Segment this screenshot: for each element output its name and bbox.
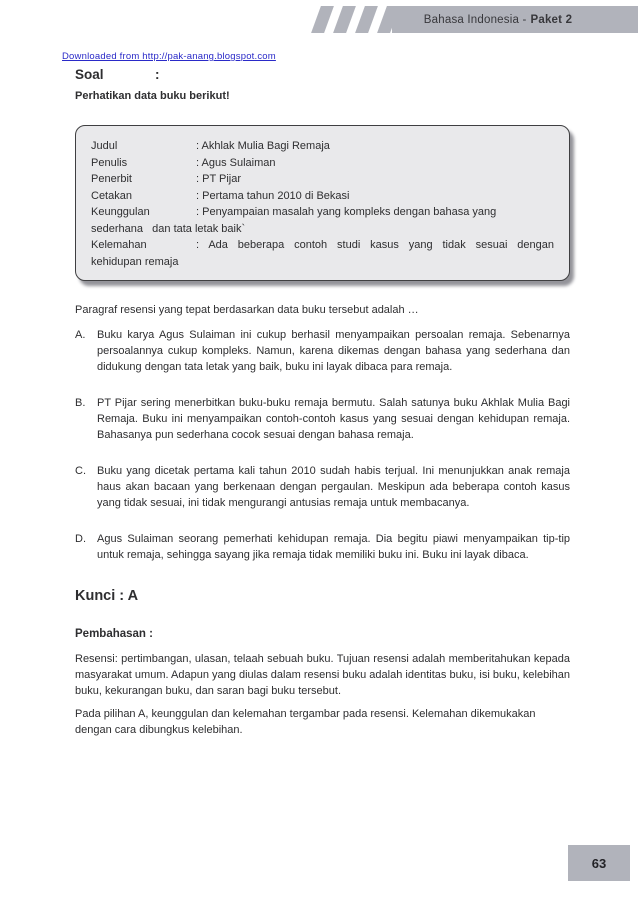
header-stripes-icon bbox=[316, 6, 395, 33]
stripe-icon bbox=[311, 6, 334, 33]
download-source-link[interactable]: Downloaded from http://pak-anang.blogspot.com bbox=[62, 51, 276, 62]
header-title-bar bbox=[392, 6, 638, 33]
header-title-paket: Paket 2 bbox=[530, 13, 573, 26]
option-text: Buku karya Agus Sulaiman ini cukup berhasil menyampaikan persoalan remaja. Sebenarnya persoalannya cukup kompleks. Namun, karena dikemas dengan bahasa yang sederhana dan didukung dengan tata letak yang baik, buku ini layak dibaca para remaja. bbox=[97, 329, 570, 373]
book-row-value: : Pertama tahun 2010 di Bekasi bbox=[196, 189, 350, 202]
discussion-heading: Pembahasan : bbox=[75, 628, 153, 640]
discussion-paragraph: Resensi: pertimbangan, ulasan, telaah sebuah buku. Tujuan resensi adalah memberitahukan kepada masyarakat umum. Adapun yang diulas dalam resensi buku adalah identitas buku, isi buku, kelebihan buku, kekurangan buku, dan saran bagi buku tersebut. bbox=[75, 653, 570, 697]
book-row-value: : Akhlak Mulia Bagi Remaja bbox=[196, 140, 330, 152]
question-text: Paragraf resensi yang tepat berdasarkan data buku tersebut adalah … bbox=[75, 304, 419, 316]
book-row-label: Cetakan bbox=[91, 189, 132, 202]
option-text: Agus Sulaiman seorang pemerhati kehidupan remaja. Dia begitu piawi menyampaikan tip-tip untuk remaja, sehingga sayang jika remaja tidak memiliki buku ini. Buku ini layak dibaca. bbox=[97, 533, 570, 561]
book-row-kelemahan bbox=[91, 237, 554, 254]
option-c bbox=[75, 463, 570, 511]
book-row-keunggulan bbox=[91, 204, 554, 221]
instruction-text: Perhatikan data buku berikut! bbox=[75, 90, 230, 102]
book-data-box bbox=[75, 125, 570, 281]
book-row-kelemahan-continued: kehidupan remaja bbox=[91, 255, 179, 268]
book-row-value: : Penyampaian masalah yang kompleks dengan bahasa yang bbox=[196, 206, 497, 218]
option-d bbox=[75, 531, 570, 563]
book-row-label: Penulis bbox=[91, 156, 128, 169]
main-content bbox=[75, 66, 570, 738]
page-number: 63 bbox=[591, 855, 607, 871]
page-header bbox=[0, 6, 638, 33]
stripe-icon bbox=[355, 6, 378, 33]
soal-heading-colon: : bbox=[155, 67, 160, 82]
book-row-value: : PT Pijar bbox=[196, 173, 242, 185]
option-text: PT Pijar sering menerbitkan buku-buku remaja bermutu. Salah satunya buku Akhlak Mulia Bagi Remaja. Buku ini menyampaikan contoh-contoh kasus yang sesuai dengan kehidupan remaja. Bahasanya pun sederhana cocok sesuai dengan bahasa remaja. bbox=[97, 397, 570, 441]
discussion-paragraph: Pada pilihan A, keunggulan dan kelemahan tergambar pada resensi. Kelemahan dikemukakan dengan cara dibungkus kelebihan. bbox=[75, 708, 536, 736]
book-row-label: Keunggulan bbox=[91, 206, 150, 218]
book-row-label: Kelemahan bbox=[91, 239, 147, 251]
book-row-value: : Agus Sulaiman bbox=[196, 156, 276, 169]
option-letter: A. bbox=[75, 329, 86, 341]
option-a bbox=[75, 327, 570, 375]
option-text: Buku yang dicetak pertama kali tahun 2010 sudah habis terjual. Ini menunjukkan anak remaja haus akan bacaan yang berkenaan dengan pergaulan. Meskipun ada beberapa contoh kasus yang tidak sesuai, ini tidak mengurangi antusias remaja untuk membacanya. bbox=[97, 465, 570, 509]
book-row-label: Judul bbox=[91, 140, 118, 152]
book-row-cetakan bbox=[91, 188, 554, 205]
book-row-keunggulan-continued: sederhana dan tata letak baik` bbox=[91, 222, 246, 235]
book-row-label: Penerbit bbox=[91, 173, 132, 185]
answer-key: Kunci : A bbox=[75, 588, 139, 604]
option-letter: B. bbox=[75, 397, 86, 409]
page-number-badge bbox=[568, 845, 630, 881]
option-letter: D. bbox=[75, 533, 86, 545]
option-b bbox=[75, 395, 570, 443]
book-row-penulis bbox=[91, 155, 554, 172]
stripe-icon bbox=[333, 6, 356, 33]
book-row-value: : Ada beberapa contoh studi kasus yang tidak sesuai dengan bbox=[196, 239, 554, 251]
soal-heading-label: Soal bbox=[75, 67, 104, 82]
header-title-prefix: Bahasa Indonesia - bbox=[423, 13, 527, 26]
book-row-penerbit bbox=[91, 171, 554, 188]
option-letter: C. bbox=[75, 465, 86, 477]
book-row-judul bbox=[91, 138, 554, 155]
soal-heading bbox=[75, 66, 570, 84]
